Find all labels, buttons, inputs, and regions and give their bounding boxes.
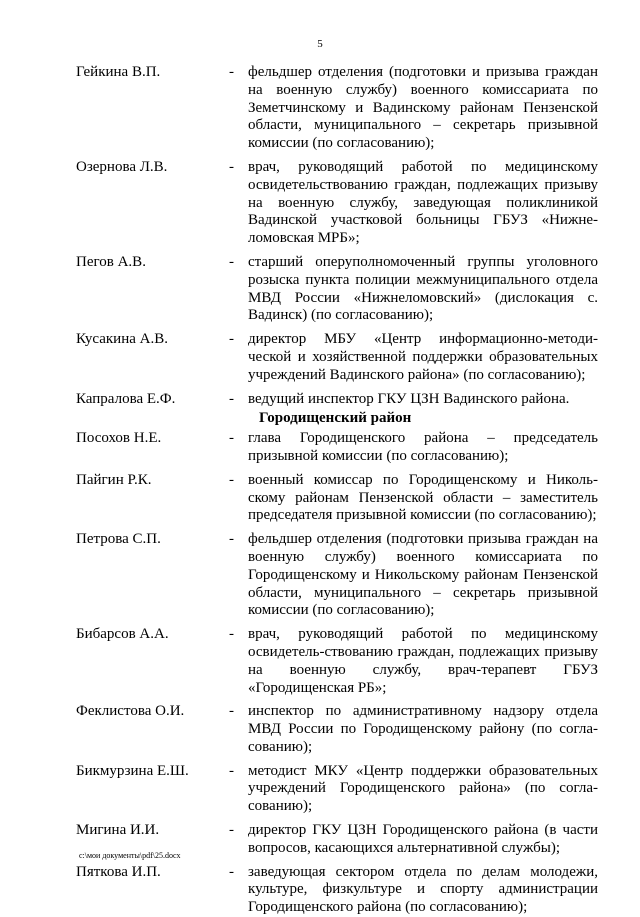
member-name: Посохов Н.Е. (76, 430, 162, 447)
member-name: Пайгин Р.К. (76, 471, 152, 488)
list-item (0, 472, 640, 525)
member-role: военный комиссар по Городищенскому и Николь-скому районам Пензенской области – заместитель председателя призывной комиссии (по согласованию); (248, 471, 598, 524)
member-name: Петрова С.П. (76, 531, 161, 548)
member-role: фельдшер отделения (подготовки призыва граждан на военную службу) военного комиссариата по Городищенскому и Никольскому районам Пензенской области, муниципального – секретарь призывной комиссии (по согласованию); (248, 531, 598, 619)
dash: - (229, 471, 234, 488)
list-item (0, 763, 640, 816)
commission-list (0, 64, 640, 917)
member-role: фельдшер отделения (подготовки и призыва граждан на военную службу) военного комиссариата по Земетчинскому и Вадинскому районам Пензенской области, муниципального – секретарь призывной комиссии (по согласованию); (248, 64, 598, 152)
dash: - (229, 253, 234, 270)
dash: - (229, 390, 234, 407)
list-item (0, 64, 640, 153)
dash: - (229, 64, 234, 80)
list-item (0, 531, 640, 620)
member-role: врач, руководящий работой по медицинскому освидетельствованию граждан, подлежащих призыву на военную службу, заведующая поликлиникой Вадинской участковой больницы ГБУЗ «Нижне-ломовская МРБ»; (248, 158, 598, 247)
member-name: Капралова Е.Ф. (76, 390, 176, 407)
dash: - (229, 762, 234, 779)
list-item (0, 626, 640, 697)
list-item (0, 391, 640, 409)
list-item (0, 254, 640, 325)
member-role: глава Городищенского района – председатель призывной комиссии (по согласованию); (248, 430, 598, 464)
member-role: заведующая сектором отдела по делам молодежи, культуре, физкультуре и спорту администрации Городищенского района (по согласованию); (248, 863, 598, 916)
dash: - (229, 331, 234, 348)
member-role: методист МКУ «Центр поддержки образовательных учреждений Городищенского района» (по согла-сованию); (248, 762, 598, 815)
member-name: Пяткова И.П. (76, 863, 161, 880)
section-heading: Городищенский район (259, 410, 412, 427)
dash: - (229, 430, 234, 447)
member-role: ведущий инспектор ГКУ ЦЗН Вадинского района. (248, 390, 570, 407)
member-name: Озернова Л.В. (76, 158, 168, 175)
list-item (0, 703, 640, 756)
member-name: Феклистова О.И. (76, 703, 185, 720)
member-name: Гейкина В.П. (76, 64, 161, 80)
member-role: старший оперуполномоченный группы уголовного розыска пункта полиции межмуниципального отдела МВД России «Нижнеломовский» (дислокация с. Вадинск) (по согласованию); (248, 253, 598, 324)
list-item (0, 430, 640, 466)
member-name: Бибарсов А.А. (76, 626, 169, 643)
member-role: инспектор по административному надзору отдела МВД России по Городищенскому району (по согла-сованию); (248, 703, 598, 755)
member-role: директор МБУ «Центр информационно-методи-ческой и хозяйственной поддержки образовательных учреждений Вадинского района» (по согласованию); (248, 331, 598, 383)
dash: - (229, 703, 234, 720)
member-role: врач, руководящий работой по медицинскому освидетель-ствованию граждан, подлежащих призыву на военную службу, врач-терапевт ГБУЗ «Городищенская РБ»; (248, 626, 598, 696)
member-name: Кусакина А.В. (76, 331, 168, 348)
list-item (0, 331, 640, 384)
page-number: 5 (317, 38, 323, 50)
footer-file-path: c:\мои документы\pdf\25.docx (79, 851, 181, 860)
dash: - (229, 863, 234, 880)
member-role: директор ГКУ ЦЗН Городищенского района (в части вопросов, касающихся альтернативной службы); (248, 822, 598, 856)
list-item (0, 864, 640, 917)
list-item (0, 159, 640, 248)
member-name: Мигина И.И. (76, 822, 160, 839)
member-name: Пегов А.В. (76, 253, 146, 270)
dash: - (229, 158, 234, 175)
dash: - (229, 531, 234, 548)
dash: - (229, 626, 234, 643)
dash: - (229, 822, 234, 839)
member-name: Бикмурзина Е.Ш. (76, 762, 189, 779)
